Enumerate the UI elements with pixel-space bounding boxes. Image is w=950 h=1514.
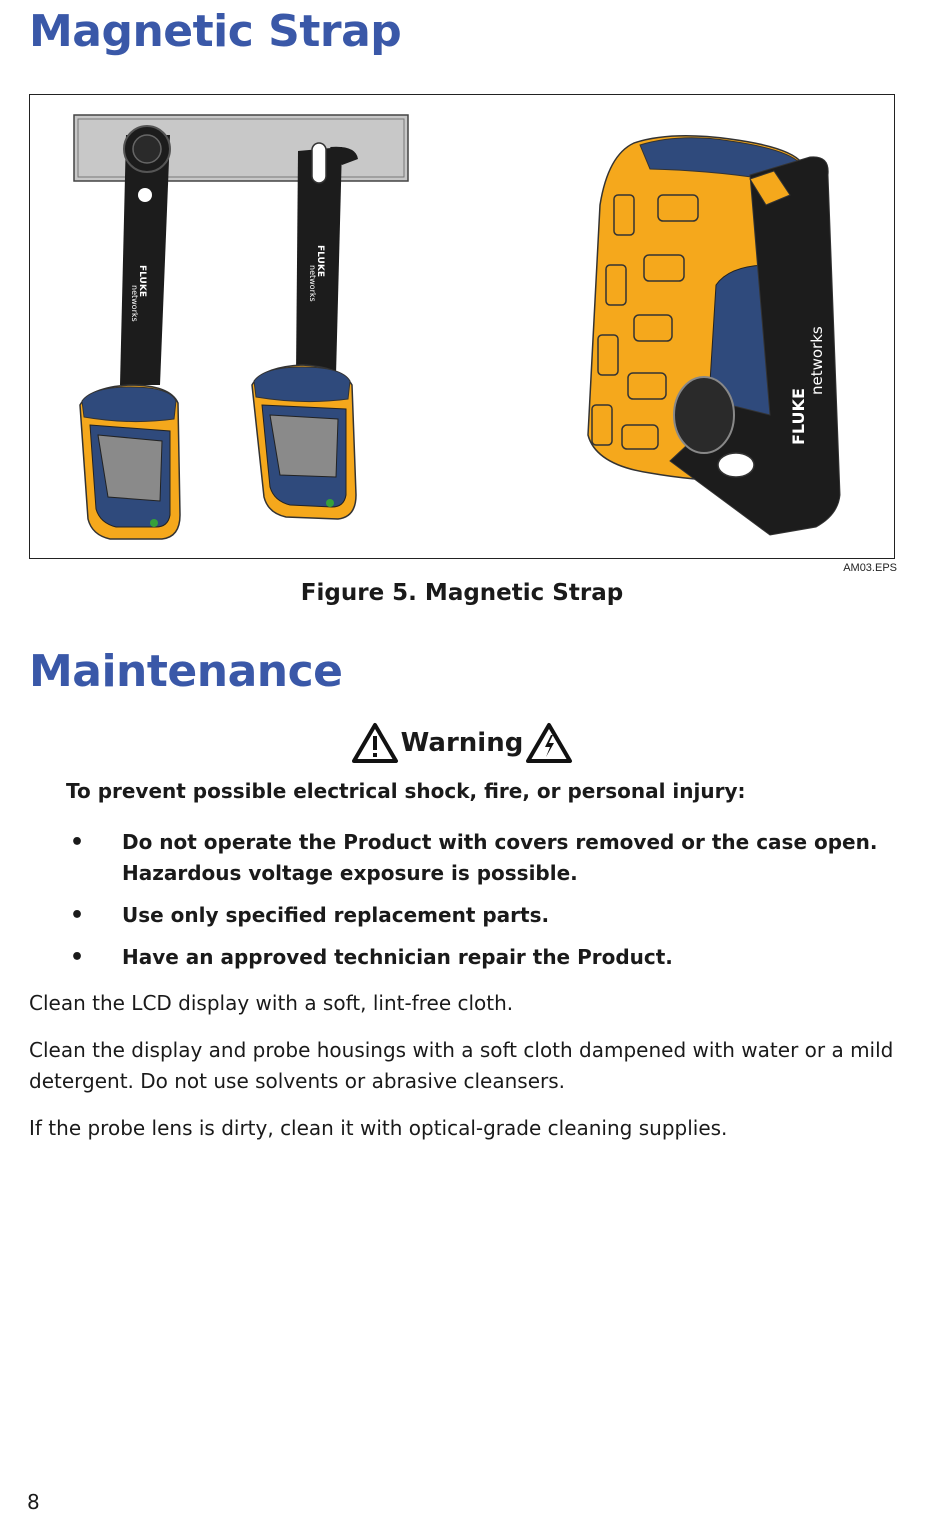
electrical-hazard-icon [525, 722, 573, 764]
bullet-icon: • [70, 945, 85, 970]
svg-text:networks: networks [808, 326, 826, 395]
warning-bullet-text: Do not operate the Product with covers removed or the case open. Hazardous voltage exposure is possible. [122, 830, 878, 885]
warning-triangle-icon [351, 722, 399, 764]
strap-left-icon [80, 126, 180, 539]
magnetic-strap-illustration [30, 95, 893, 557]
page-number: 8 [27, 1490, 40, 1514]
section-title-magnetic-strap: Magnetic Strap [29, 6, 402, 57]
warning-heading [0, 722, 924, 764]
svg-text:networks: networks [130, 285, 139, 322]
paragraph: Clean the display and probe housings with a soft cloth dampened with water or a mild detergent. Do not use solvents or abrasive cleansers. [29, 1038, 894, 1093]
paragraph: If the probe lens is dirty, clean it with optical-grade cleaning supplies. [29, 1116, 728, 1140]
bullet-icon: • [70, 830, 85, 855]
svg-text:FLUKE: FLUKE [315, 245, 325, 277]
device-stand-icon [588, 136, 840, 535]
figure-caption: Figure 5. Magnetic Strap [300, 580, 624, 606]
warning-intro: To prevent possible electrical shock, fire, or personal injury: [66, 779, 746, 803]
warning-label: Warning [400, 728, 524, 758]
bullet-icon: • [70, 903, 85, 928]
paragraph: Clean the LCD display with a soft, lint-free cloth. [29, 991, 514, 1015]
section-title-maintenance: Maintenance [29, 646, 343, 697]
svg-text:networks: networks [308, 265, 317, 302]
figure-file-code: AM03.EPS [843, 562, 897, 574]
warning-bullet-text: Have an approved technician repair the Product. [122, 945, 673, 969]
strap-middle-icon [252, 143, 358, 519]
svg-text:FLUKE: FLUKE [789, 388, 808, 445]
figure-magnetic-strap [29, 94, 895, 559]
warning-bullet-text: Use only specified replacement parts. [122, 903, 550, 927]
svg-text:FLUKE: FLUKE [137, 265, 147, 297]
